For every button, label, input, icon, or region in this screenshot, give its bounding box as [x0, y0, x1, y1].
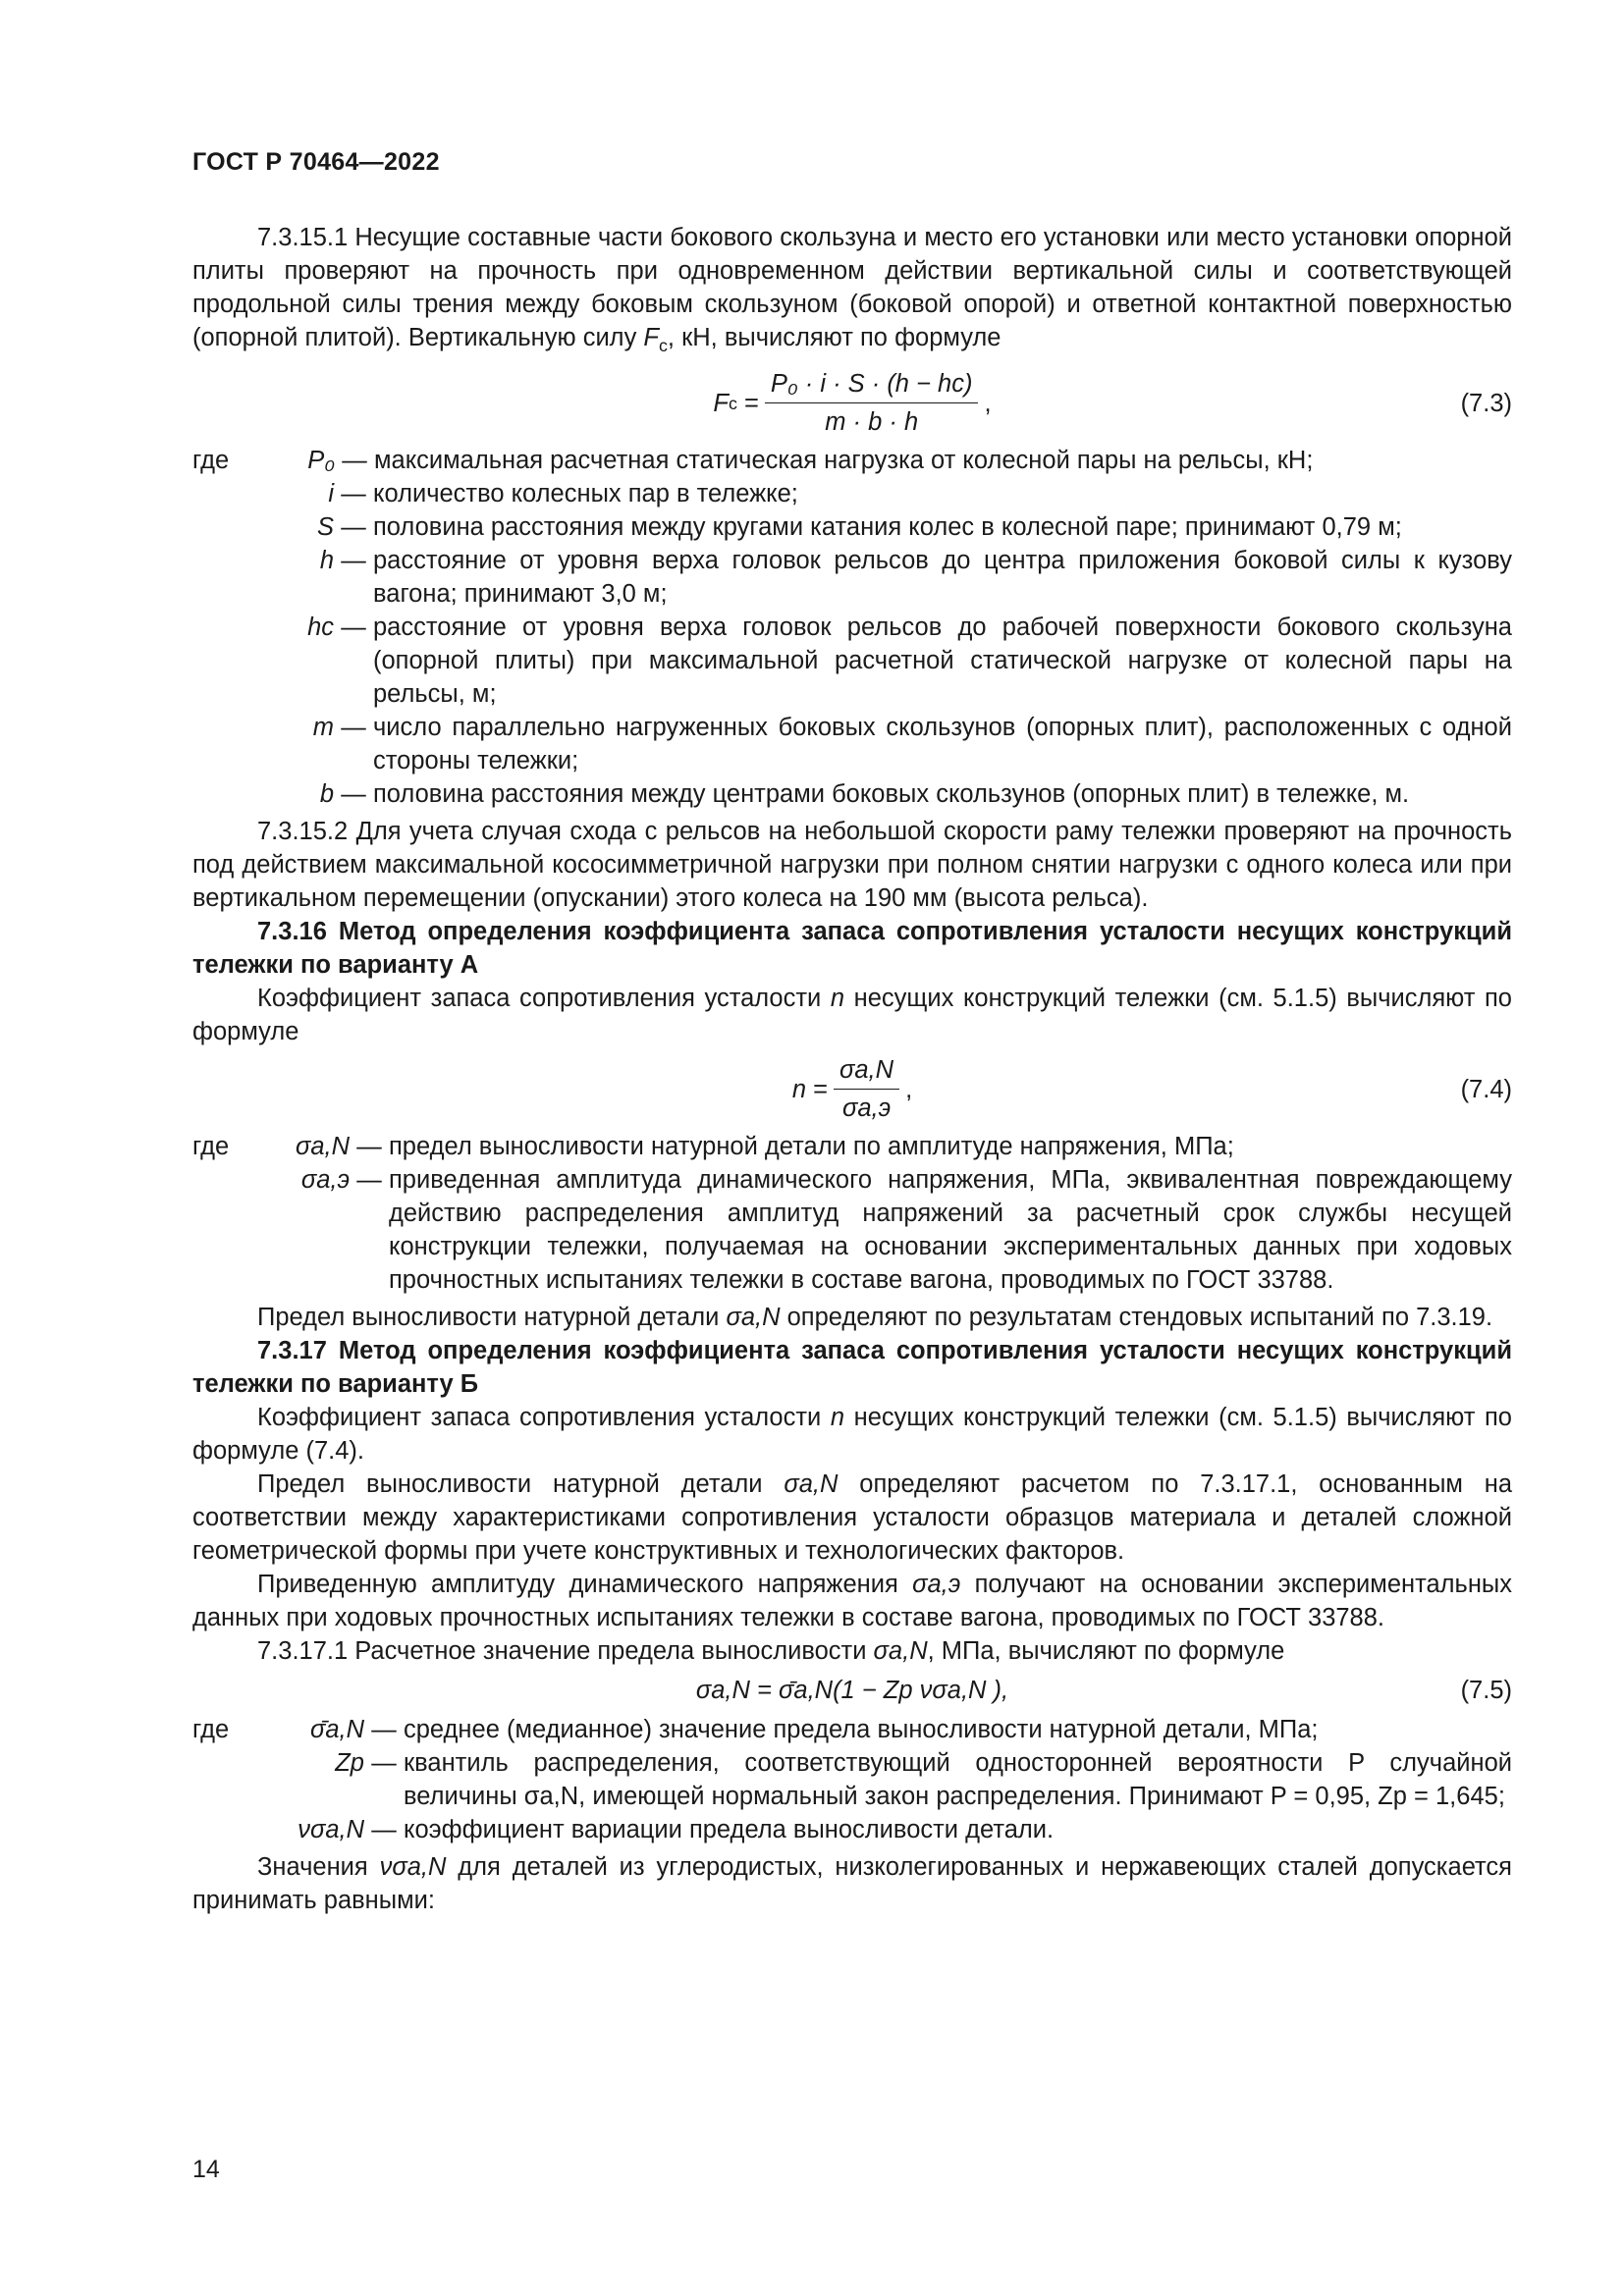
document-body	[192, 221, 1512, 1917]
page-number: 14	[192, 2156, 220, 2183]
paragraph-7-3-15-1: 7.3.15.1 Несущие составные части бокового скользуна и место его установки или место установки опорной плиты проверяют на прочность при одновременном действии вертикальной силы и соответствующей продольной силы трения между боковым скользуном (боковой опорой) и ответной контактной поверхностью (опорной плитой). Вертикальную силу $F_c$, кН, вычисляют по формуле	[192, 224, 1512, 356]
equation-number: (7.3)	[1460, 389, 1512, 417]
equation-7-3: F c = $\frac{\text{P₀ · i · S · (h − hc)}}{m \cdot b \cdot h}$ , (7.3)	[713, 370, 1512, 437]
definition-item: m — число параллельно нагруженных боковых скользунов (опорных плит), расположенных с одной стороны тележки;	[312, 714, 1512, 775]
definition-item: где σ̄a,N — среднее (медианное) значение предела выносливости натурной детали, МПа;	[192, 1716, 1319, 1744]
paragraph-7-3-17-1: 7.3.17.1 Расчетное значение предела выносливости σa,N, МПа, вычисляют по формуле	[257, 1637, 1285, 1666]
document-header: ГОСТ Р 70464—2022	[192, 148, 440, 176]
fraction: $\frac{\text{P₀ · i · S · (h − hc)}}{m \cdot b \cdot h}$	[765, 368, 979, 438]
paragraph-7-3-15-2: 7.3.15.2 Для учета случая схода с рельсов на небольшой скорости раму тележки проверяют на прочность под действием максимальной кососимметричной нагрузки при полном снятии нагрузки с одного колеса или при вертикальном перемещении (опускании) этого колеса на 190 мм (высота рельса).	[192, 818, 1512, 913]
definition-item: S — половина расстояния между кругами катания колес в колесной паре; принимают 0,79 м;	[316, 513, 1402, 542]
paragraph-limit: Предел выносливости натурной детали σa,N определяют по результатам стендовых испытаний по 7.3.19.	[257, 1304, 1493, 1332]
definition-item: где σa,N — предел выносливости натурной детали по амплитуде напряжения, МПа;	[192, 1133, 1234, 1161]
definition-item: b — половина расстояния между центрами боковых скользунов (опорных плит) в тележке, м.	[319, 780, 1410, 809]
equation-7-5: σa,N = σ̄a,N(1 − Zp νσa,N ), (7.5)	[192, 1674, 1512, 1707]
section-heading-7-3-17: 7.3.17 Метод определения коэффициента запаса сопротивления усталости несущих конструкций тележки по варианту Б	[192, 1337, 1512, 1399]
definitions-7-3	[192, 444, 1512, 811]
paragraph-7-3-16: Коэффициент запаса сопротивления усталости n несущих конструкций тележки (см. 5.1.5) вычисляют по формуле	[192, 985, 1512, 1046]
section-heading-7-3-16: 7.3.16 Метод определения коэффициента запаса сопротивления усталости несущих конструкций тележки по варианту А	[192, 918, 1512, 980]
definition-item: i — количество колесных пар в тележке;	[328, 480, 798, 508]
paragraph-final: Значения νσa,N для деталей из углеродистых, низколегированных и нержавеющих сталей допускается принимать равными:	[192, 1853, 1512, 1915]
definition-item: где P₀ — максимальная расчетная статическая нагрузка от колесной пары на рельсы, кН;	[192, 447, 1314, 475]
paragraph-7-3-17-b: Предел выносливости натурной детали σa,N определяют расчетом по 7.3.17.1, основанным на соответствии между характеристиками сопротивления усталости образцов материала и деталей сложной геометрической формы при учете конструктивных и технологических факторов.	[192, 1470, 1513, 1566]
paragraph-7-3-17-c: Приведенную амплитуду динамического напряжения σa,э получают на основании экспериментальных данных при ходовых прочностных испытаниях тележки в составе вагона, проводимых по ГОСТ 33788.	[192, 1571, 1512, 1632]
paragraph-7-3-17-a: Коэффициент запаса сопротивления усталости n несущих конструкций тележки (см. 5.1.5) вычисляют по формуле (7.4).	[192, 1404, 1512, 1466]
definition-item: h — расстояние от уровня верха головок рельсов до центра приложения боковой силы к кузову вагона; принимают 3,0 м;	[319, 547, 1512, 609]
equation-7-4: n = $\frac{\sigma a,N}{\sigma a,э}$ , (7.4)	[791, 1056, 1512, 1123]
definition-item: σa,э — приведенная амплитуда динамического напряжения, МПа, эквивалентная повреждающему действию распределения амплитуд напряжений за расчетный срок службы несущей конструкции тележки, получаемая на основании экспериментальных данных при ходовых прочностных испытаниях тележки в составе вагона, проводимых по ГОСТ 33788.	[300, 1166, 1512, 1295]
equation-number: (7.4)	[1460, 1075, 1512, 1103]
fraction: $\frac{\sigma a,N}{\sigma a,э}$	[834, 1054, 899, 1124]
definition-item: νσa,N — коэффициент вариации предела выносливости детали.	[298, 1816, 1055, 1844]
definition-item: Zp — квантиль распределения, соответствующий односторонней вероятности P случайной величины σa,N, имеющей нормальный закон распределения. Принимают P = 0,95, Zp = 1,645;	[335, 1749, 1512, 1811]
definitions-7-4	[192, 1130, 1512, 1297]
equation-number: (7.5)	[1460, 1677, 1512, 1705]
definitions-7-5	[192, 1713, 1512, 1846]
definition-item: hc — расстояние от уровня верха головок рельсов до рабочей поверхности бокового скользуна (опорной плиты) при максимальной расчетной статической нагрузке от колесной пары на рельсы, м;	[307, 614, 1512, 709]
